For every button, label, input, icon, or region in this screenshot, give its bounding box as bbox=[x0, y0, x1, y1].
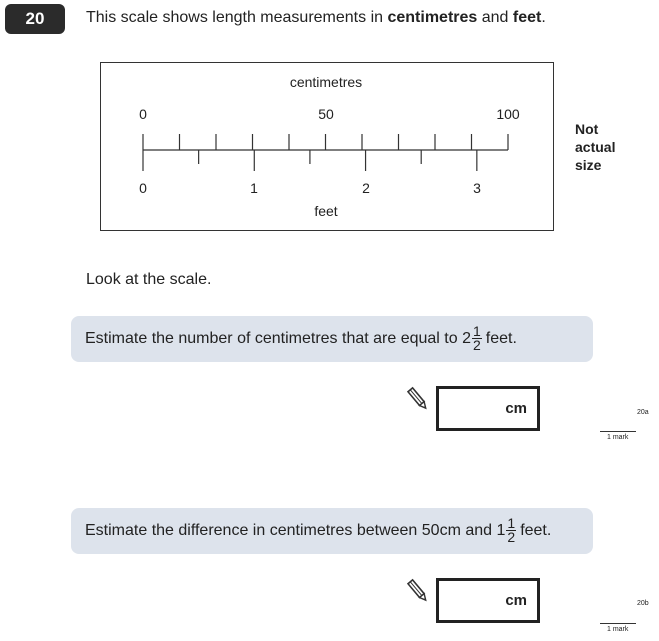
answer-unit-20b: cm bbox=[505, 592, 527, 609]
mark-line-20b bbox=[600, 623, 636, 624]
scale-svg bbox=[101, 63, 555, 232]
q20b-frac-den: 2 bbox=[507, 528, 516, 545]
question-intro bbox=[86, 9, 546, 27]
pencil-icon bbox=[407, 385, 429, 413]
cm-ticks bbox=[143, 134, 508, 150]
cm-label-100: 100 bbox=[496, 106, 520, 122]
note-line-1: Not bbox=[575, 121, 599, 137]
intro-mid: and bbox=[477, 9, 513, 26]
q20b-frac-num: 1 bbox=[507, 514, 516, 531]
answer-box-20b[interactable] bbox=[436, 578, 540, 623]
mark-text-20b: 1 mark bbox=[607, 626, 629, 633]
q20a-fraction bbox=[472, 322, 482, 353]
mark-code-20a: 20a bbox=[637, 409, 649, 416]
centimetres-title: centimetres bbox=[289, 74, 363, 90]
question-20a-panel bbox=[71, 316, 593, 362]
scale-diagram bbox=[100, 62, 554, 231]
intro-prefix: This scale shows length measurements in bbox=[86, 9, 388, 26]
note-line-3: size bbox=[575, 157, 602, 173]
mark-line-20a bbox=[600, 431, 636, 432]
q20a-frac-num: 1 bbox=[472, 322, 481, 339]
answer-unit-20a: cm bbox=[505, 400, 527, 417]
not-actual-size-note bbox=[575, 120, 615, 174]
q20b-fraction bbox=[506, 514, 516, 545]
question-number: 20 bbox=[5, 4, 65, 34]
instruction-text: Look at the scale. bbox=[86, 271, 212, 288]
feet-title: feet bbox=[314, 203, 338, 219]
pencil-icon bbox=[407, 577, 429, 605]
cm-label-50: 50 bbox=[318, 106, 334, 122]
mark-code-20b: 20b bbox=[637, 600, 649, 607]
question-20b-panel bbox=[71, 508, 593, 554]
cm-label-0: 0 bbox=[139, 106, 147, 122]
feet-label-1: 1 bbox=[250, 180, 258, 196]
q20a-frac-den: 2 bbox=[472, 336, 481, 353]
intro-suffix: . bbox=[541, 9, 546, 26]
q20a-prefix: Estimate the number of centimetres that are equal to 2 bbox=[85, 330, 471, 347]
q20b-prefix: Estimate the difference in centimetres between 50cm and 1 bbox=[85, 522, 506, 539]
feet-label-0: 0 bbox=[139, 180, 147, 196]
mark-text-20a: 1 mark bbox=[607, 434, 629, 441]
q20b-suffix: feet. bbox=[520, 522, 552, 539]
feet-ticks bbox=[143, 150, 477, 171]
intro-bold-centimetres: centimetres bbox=[387, 9, 478, 26]
feet-label-2: 2 bbox=[362, 180, 370, 196]
note-line-2: actual bbox=[575, 139, 616, 155]
q20a-suffix: feet. bbox=[485, 330, 517, 347]
feet-label-3: 3 bbox=[473, 180, 481, 196]
answer-box-20a[interactable] bbox=[436, 386, 540, 431]
intro-bold-feet: feet bbox=[512, 9, 542, 26]
